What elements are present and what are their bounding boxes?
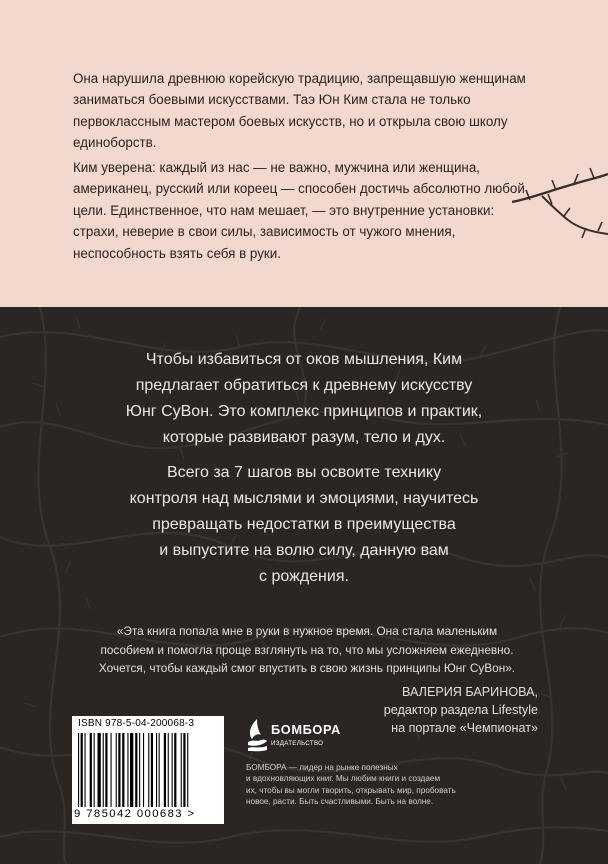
barcode-bar [181, 733, 182, 807]
belief-paragraph: Ким уверена: каждый из нас — не важно, мужчина или женщина, американец, русский или кореец — способен достичь абсолютно любой цели. Единственное, что нам мешает, — это внутренние установки: страхи, неверие в свои силы, зависимость от чужого мнения, неспособность взять себя в руки. [73, 160, 525, 261]
quote-author [384, 684, 538, 737]
steps-line: Всего за 7 шагов вы освоите технику [166, 464, 442, 481]
barcode-bar [164, 733, 166, 807]
quote-line: Хочется, чтобы каждый смог впустить в свою жизнь принципы Юнг СуВон». [98, 661, 516, 675]
method-line: предлагает обратиться к древнему искусству [135, 377, 473, 394]
barcode-bar [111, 733, 112, 807]
bottom-section [0, 307, 608, 864]
barcode-bar [116, 733, 117, 807]
barcode-bar [103, 733, 104, 807]
barcode-bar [81, 733, 83, 807]
barcode-bar [139, 733, 140, 807]
barcode-bar [135, 733, 137, 807]
barcode-bar [156, 733, 157, 807]
tagline-line: их, чтобы вы могли творить, открывать мир, пробовать [246, 785, 456, 795]
publisher-name: БОМБОРА [271, 722, 341, 737]
method-paragraph [0, 347, 608, 451]
review-quote [72, 622, 542, 678]
barcode-bar [183, 733, 185, 807]
barcode-bar [90, 733, 92, 807]
publisher-wave-icon [246, 718, 268, 752]
author-name: ВАЛЕРИЯ БАРИНОВА, [402, 685, 538, 699]
intro-paragraph: Она нарушила древнюю корейскую традицию, запрещавшую женщинам заниматься боевыми искусствами. Таэ Юн Ким стала не только первоклассным мастером боевых искусств, но и открыла свою школу единоборств. [73, 71, 526, 151]
steps-line: контроля над мыслями и эмоциями, научитесь [129, 490, 479, 507]
isbn-label: ISBN 978-5-04-200068-3 [78, 718, 195, 729]
barcode-bar [130, 733, 133, 807]
steps-paragraph [0, 460, 608, 590]
top-section [0, 0, 608, 307]
barcode-number: 9 785042 000683 > [74, 808, 196, 820]
barcode-bar [78, 733, 79, 807]
tagline-line: и вдохновляющих книг. Мы любим книги и создаем [246, 774, 441, 784]
quote-line: пособием и помогла проще взглянуть на то, что мы усложняем ежедневно. [100, 642, 514, 657]
barcode-bar [85, 733, 86, 807]
barcode-icon [78, 733, 218, 807]
barcode-bar [151, 733, 153, 807]
barcode-bar [143, 733, 144, 807]
barcode-bar [148, 733, 149, 807]
tagline-line: БОМБОРА — лидер на рынке полезных [246, 763, 398, 772]
barcode-bar [127, 733, 128, 807]
barcode-bar [187, 733, 188, 807]
publisher-tagline [246, 762, 546, 808]
barcode-bar [122, 733, 124, 807]
barcode-bar [118, 733, 120, 807]
barcode-bar [94, 733, 95, 807]
quote-line: «Эта книга попала мне в руки в нужное время. Она стала маленьким [116, 624, 498, 638]
steps-line: с рождения. [259, 568, 349, 585]
author-role: редактор раздела Lifestyle [383, 702, 538, 717]
barcode-bar [159, 733, 160, 807]
barcode-bar [105, 733, 107, 807]
barcode-bar [172, 733, 173, 807]
tagline-line: новое, расти. Быть счастливыми. Быть на волне. [246, 797, 434, 807]
author-portal: на портале «Чемпионат» [391, 720, 538, 735]
steps-line: превращать недостатки в преимущества [152, 516, 456, 533]
barcode-bar [174, 733, 176, 807]
publisher-logo [246, 718, 366, 754]
method-line: Чтобы избавиться от оков мышления, Ким [145, 351, 463, 368]
method-line: которые развивают разум, тело и дух. [162, 429, 446, 446]
barcode-bar [98, 733, 101, 807]
steps-line: и выпустите на волю силу, данную вам [159, 542, 449, 559]
isbn-barcode [72, 716, 224, 824]
method-line: Юнг СуВон. Это комплекс принципов и практик, [125, 403, 483, 420]
thorn-branch-icon [512, 160, 608, 240]
publisher-subtitle: ИЗДАТЕЛЬСТВО [271, 740, 324, 747]
barcode-bar [168, 733, 169, 807]
